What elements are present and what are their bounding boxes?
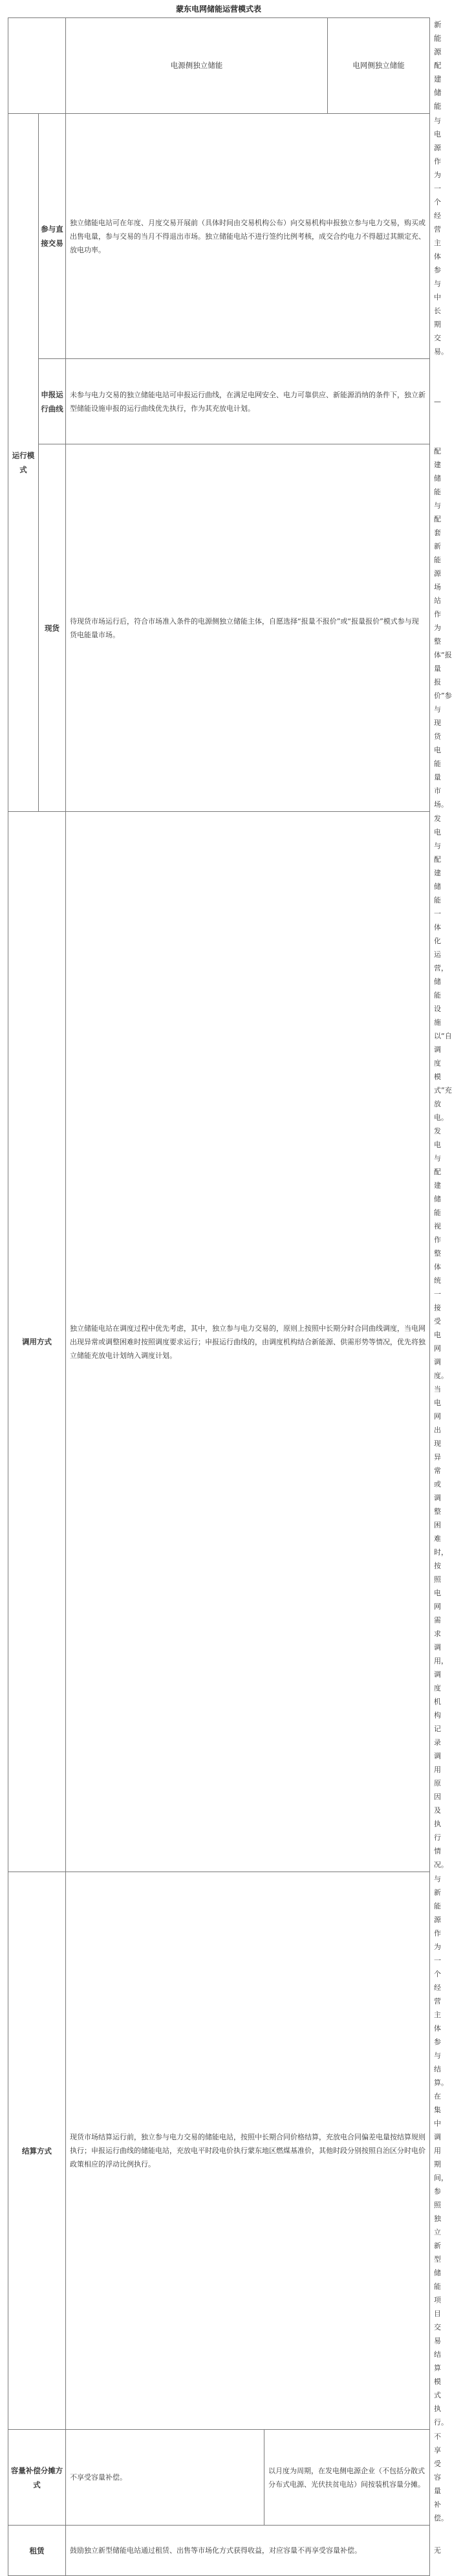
dispatch-text: 独立储能电站在调度过程中优先考虑，其中，独立参与电力交易的，原则上按照中长期分时合同曲线调度，当电网出现异常或调整困难时按照调度要求运行；申报运行曲线的，由调度机构结合新能源、供需形势等情况，优先将独立储能充放电计划纳入调度计划。: [66, 812, 430, 1872]
capacity-source-text: 不享受容量补偿。: [66, 2430, 264, 2526]
lease-label: 租赁: [8, 2526, 66, 2576]
header-row: 电源侧独立储能 电网侧独立储能 新能源配建储能: [8, 18, 430, 114]
header-source-side: 电源侧独立储能: [66, 18, 328, 114]
direct-trade-text: 独立储能电站可在年度、月度交易开展前（具体时间由交易机构公布）向交易机构申报独立参与电力交易，购买或出售电量，参与交易的当月不得退出市场。独立储能电站不进行签约比例考核，成交合约电力不得超过其额定充、放电功率。: [66, 114, 430, 359]
operation-mode-label: 运行模式: [8, 114, 39, 812]
capacity-label: 容量补偿分摊方式: [8, 2430, 66, 2526]
spot-text: 待现货市场运行后，符合市场准入条件的电源侧独立储能主体，自愿选择“报量不报价”或“报量报价”模式参与现货电能量市场。: [66, 444, 430, 812]
table-row: 租赁 鼓励独立新型储能电站通过租赁、出售等市场化方式获得收益，对应容量不再享受容量补偿。 无: [8, 2526, 430, 2576]
header-grid-side: 电网侧独立储能: [328, 18, 430, 114]
capacity-grid-text: 以月度为周期，在发电侧电源企业（不包括分散式分布式电源、光伏扶贫电站）间按装机容量分摊。: [264, 2430, 430, 2526]
sub-label-direct-trade: 参与直接交易: [39, 114, 66, 359]
settlement-label: 结算方式: [8, 1872, 66, 2430]
storage-operation-table: [8, 17, 452, 2576]
header-empty: [8, 18, 66, 114]
table-row: 运行模式 参与直接交易 独立储能电站可在年度、月度交易开展前（具体时间由交易机构公布）向交易机构申报独立参与电力交易，购买或出售电量，参与交易的当月不得退出市场。独立储能电站不进行签约比例考核，成交合约电力不得超过其额定充、放电功率。 与电源作为一个经营主体参与中长期交易。: [8, 114, 430, 359]
table-row: 现货 待现货市场运行后，符合市场准入条件的电源侧独立储能主体，自愿选择“报量不报价”或“报量报价”模式参与现货电能量市场。 配建储能与配套新能源场站作为整体“报量报价”参与现货电能量市场。: [8, 444, 430, 812]
settlement-text: 现货市场结算运行前，独立参与电力交易的储能电站，按照中长期合同价格结算，充放电合同偏差电量按结算规则执行；申报运行曲线的储能电站，充放电平时段电价执行蒙东地区燃煤基准价，其他时段分别按照自治区分时电价政策相应的浮动比例执行。: [66, 1872, 430, 2430]
lease-text: 鼓励独立新型储能电站通过租赁、出售等市场化方式获得收益，对应容量不再享受容量补偿。: [66, 2526, 430, 2576]
sub-label-curve: 申报运行曲线: [39, 359, 66, 444]
dispatch-label: 调用方式: [8, 812, 66, 1872]
curve-text: 未参与电力交易的独立储能电站可申报运行曲线，在满足电网安全、电力可靠供应、新能源消纳的条件下，独立新型储能设施申报的运行曲线优先执行，作为其充放电计划。: [66, 359, 430, 444]
table-row: 结算方式 现货市场结算运行前，独立参与电力交易的储能电站，按照中长期合同价格结算，充放电合同偏差电量按结算规则执行；申报运行曲线的储能电站，充放电平时段电价执行蒙东地区燃煤基准价，其他时段分别按照自治区分时电价政策相应的浮动比例执行。 与新能源作为一个经营主体参与结算。在集中调用期间，参照独立新型储能项目交易结算模式执行。: [8, 1872, 430, 2430]
table-row: 申报运行曲线 未参与电力交易的独立储能电站可申报运行曲线，在满足电网安全、电力可靠供应、新能源消纳的条件下，独立新型储能设施申报的运行曲线优先执行，作为其充放电计划。 —: [8, 359, 430, 444]
sub-label-spot: 现货: [39, 444, 66, 812]
table-row: 容量补偿分摊方式 不享受容量补偿。 以月度为周期，在发电侧电源企业（不包括分散式分布式电源、光伏扶贫电站）间按装机容量分摊。 不享受容量补偿。: [8, 2430, 430, 2526]
table-title: 蒙东电网储能运营模式表: [175, 5, 261, 14]
table-row: 调用方式 独立储能电站在调度过程中优先考虑，其中，独立参与电力交易的，原则上按照中长期分时合同曲线调度，当电网出现异常或调整困难时按照调度要求运行；申报运行曲线的，由调度机构结合新能源、供需形势等情况，优先将独立储能充放电计划纳入调度计划。 发电与配建储能一体化运营，储能设施以“自调度模式”充放电。发电与配建储能视作整体统一接受电网调度。当电网出现异常或调整困难时，按照电网需求调用，调度机构记录调用原因及执行情况。: [8, 812, 430, 1872]
